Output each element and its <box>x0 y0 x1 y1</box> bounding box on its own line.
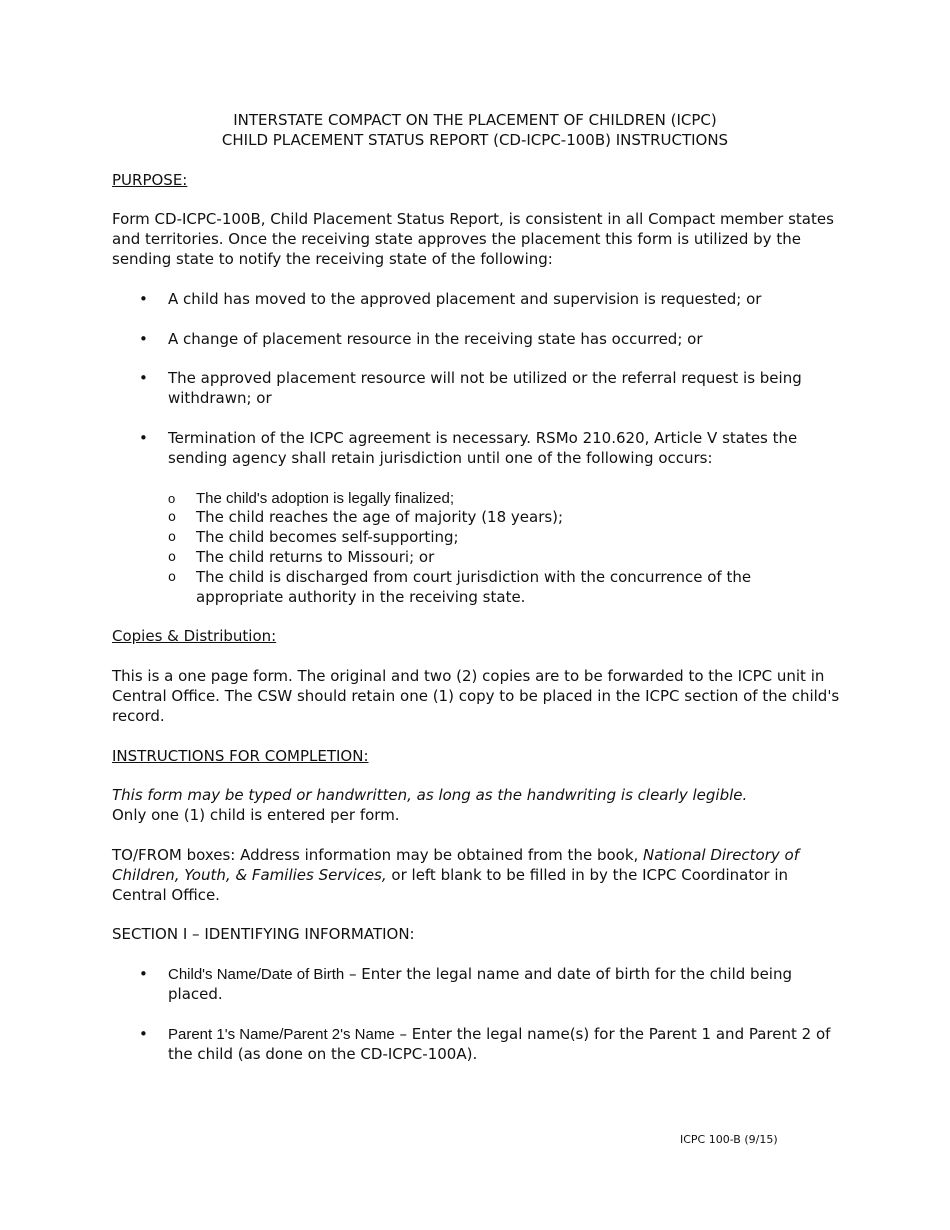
purpose-bullet: • The approved placement resource will not be utilized or the referral request is being withdrawn; or <box>112 369 840 409</box>
jurisdiction-sub-list <box>112 489 840 608</box>
purpose-heading: PURPOSE: <box>112 170 188 189</box>
sub-list-item: o The child's adoption is legally finalized; <box>112 489 840 509</box>
field-instruction: – Enter the legal name(s) for the Parent 1 and Parent 2 of the child (as done on the CD-ICPC-100A). <box>168 1024 831 1063</box>
sub-list-item: o The child is discharged from court jurisdiction with the concurrence of the appropriate authority in the receiving state. <box>112 568 840 608</box>
to-from-prefix: TO/FROM boxes: Address information may be obtained from the book, <box>112 845 644 864</box>
copies-text: This is a one page form. The original and two (2) copies are to be forwarded to the ICPC unit in Central Office. The CSW should retain one (1) copy to be placed in the ICPC section of the child's record. <box>112 667 840 725</box>
directory-book-title: National Directory of Children, Youth, & Families Services, <box>112 845 800 884</box>
to-from-instructions <box>112 846 840 905</box>
to-from-suffix: or left blank to be filled in by the ICPC Coordinator in Central Office. <box>112 865 789 904</box>
section1-item <box>112 965 840 1005</box>
section1-item <box>112 1025 840 1065</box>
purpose-bullet: • Termination of the ICPC agreement is necessary. RSMo 210.620, Article V states the sending agency shall retain jurisdiction until one of the following occurs: <box>112 429 840 469</box>
purpose-intro: Form CD-ICPC-100B, Child Placement Status Report, is consistent in all Compact member states and territories. Once the receiving state approves the placement this form is utilized by the sending state to notify the receiving state of the following: <box>112 210 834 268</box>
form-code-footer: ICPC 100-B (9/15) <box>680 1133 778 1146</box>
legibility-note: This form may be typed or handwritten, as long as the handwriting is clearly legible. <box>112 786 748 805</box>
purpose-bullet: • A change of placement resource in the receiving state has occurred; or <box>112 330 840 350</box>
document-title-line1: INTERSTATE COMPACT ON THE PLACEMENT OF CHILDREN (ICPC) <box>233 111 717 129</box>
section1-heading: SECTION I – IDENTIFYING INFORMATION: <box>112 925 415 944</box>
field-instruction: – Enter the legal name and date of birth for the child being placed. <box>168 965 792 1003</box>
section1-list <box>112 965 840 1005</box>
sub-list-item: o The child becomes self-supporting; <box>112 528 840 548</box>
one-child-note: Only one (1) child is entered per form. <box>112 806 400 825</box>
field-label: Parent 1's Name/Parent 2's Name <box>168 1025 395 1043</box>
document-body <box>112 111 840 1064</box>
purpose-bullet-list <box>112 290 840 310</box>
sub-list-item: o The child returns to Missouri; or <box>112 548 840 568</box>
sub-list-item: o The child reaches the age of majority (18 years); <box>112 508 840 528</box>
instructions-heading: INSTRUCTIONS FOR COMPLETION: <box>112 746 369 765</box>
document-title-line2: CHILD PLACEMENT STATUS REPORT (CD-ICPC-100B) INSTRUCTIONS <box>221 130 729 149</box>
purpose-bullet: • A child has moved to the approved placement and supervision is requested; or <box>112 290 840 310</box>
field-label: Child's Name/Date of Birth <box>168 966 345 984</box>
copies-heading: Copies & Distribution: <box>112 627 277 646</box>
